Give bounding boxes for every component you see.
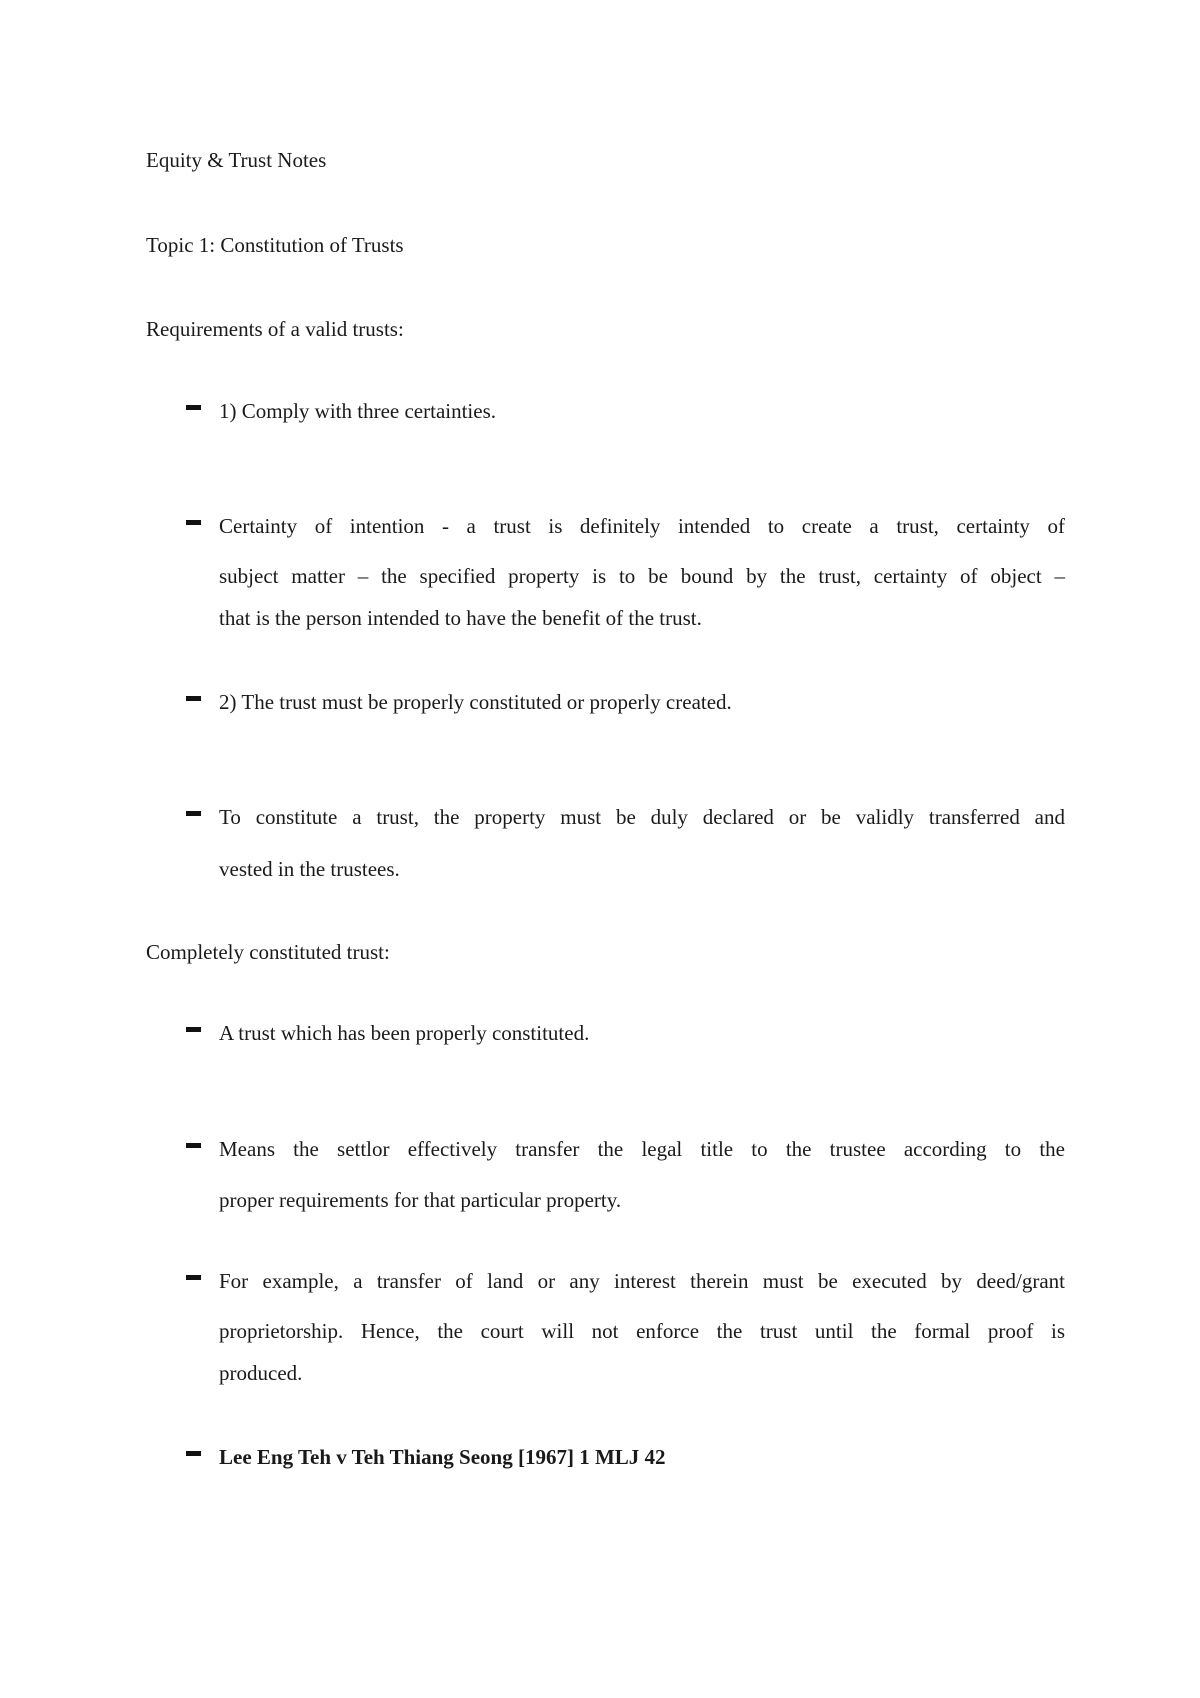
dash-bullet-icon xyxy=(186,1143,201,1148)
list-item-text: that is the person intended to have the benefit of the trust. xyxy=(219,606,702,630)
dash-bullet-icon xyxy=(186,811,201,816)
list-item-text: subject matter – the specified property is to be bound by the trust, certainty of object – xyxy=(219,564,1065,588)
list-item-text: 2) The trust must be properly constituted or properly created. xyxy=(219,690,732,714)
section-heading-completely-constituted: Completely constituted trust: xyxy=(146,940,390,964)
topic-heading: Topic 1: Constitution of Trusts xyxy=(146,233,404,257)
list-item-text: Certainty of intention - a trust is definitely intended to create a trust, certainty of xyxy=(219,514,1065,538)
dash-bullet-icon xyxy=(186,1451,201,1456)
list-item-text: A trust which has been properly constituted. xyxy=(219,1021,590,1045)
dash-bullet-icon xyxy=(186,405,201,410)
list-item-text: To constitute a trust, the property must be duly declared or be validly transferred and xyxy=(219,805,1065,829)
list-item-text: vested in the trustees. xyxy=(219,857,400,881)
case-citation: Lee Eng Teh v Teh Thiang Seong [1967] 1 MLJ 42 xyxy=(219,1445,666,1469)
dash-bullet-icon xyxy=(186,520,201,525)
list-item-text: produced. xyxy=(219,1361,303,1385)
list-item-text: Means the settlor effectively transfer the legal title to the trustee according to the xyxy=(219,1137,1065,1161)
list-item-text: proprietorship. Hence, the court will not enforce the trust until the formal proof is xyxy=(219,1319,1065,1343)
dash-bullet-icon xyxy=(186,696,201,701)
list-item-text: For example, a transfer of land or any interest therein must be executed by deed/grant xyxy=(219,1269,1065,1293)
section-heading-requirements: Requirements of a valid trusts: xyxy=(146,317,404,341)
list-item-text: 1) Comply with three certainties. xyxy=(219,399,497,423)
dash-bullet-icon xyxy=(186,1275,201,1280)
dash-bullet-icon xyxy=(186,1027,201,1032)
list-item-text: proper requirements for that particular property. xyxy=(219,1188,622,1212)
document-title: Equity & Trust Notes xyxy=(146,148,327,172)
